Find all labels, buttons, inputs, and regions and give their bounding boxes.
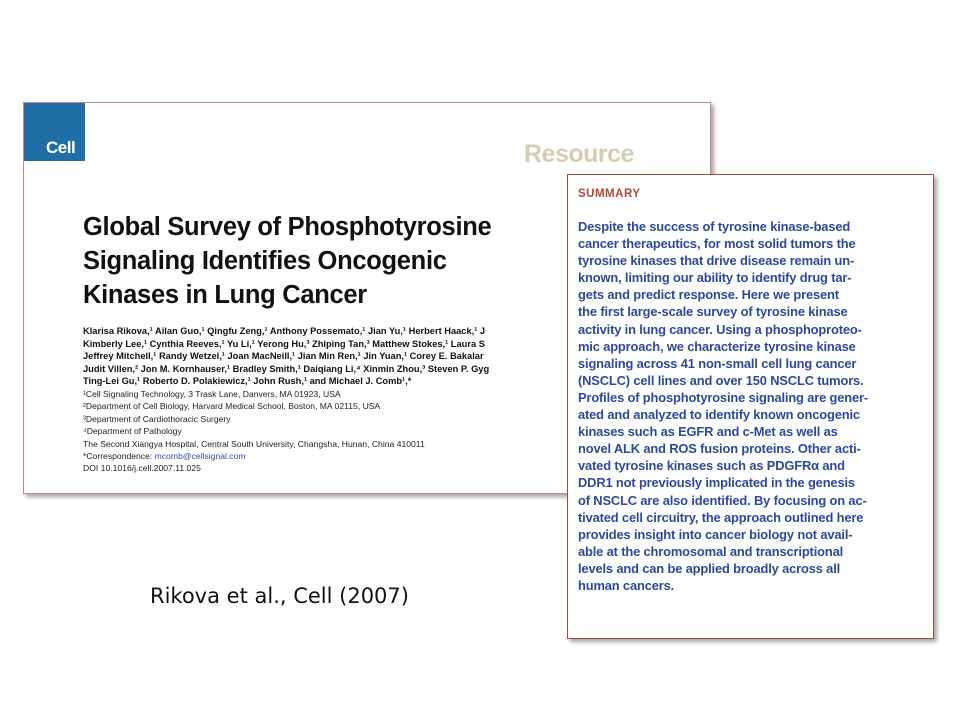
summary-line: human cancers. — [578, 577, 675, 593]
summary-line: novel ALK and ROS fusion proteins. Other acti- — [578, 441, 861, 457]
author-line: Kimberly Lee,¹ Cynthia Reeves,¹ Yu Li,¹ Yerong Hu,³ Zhiping Tan,³ Matthew Stokes,¹ Laura S — [83, 338, 485, 349]
summary-line: levels and can be applied broadly across all — [578, 560, 841, 576]
summary-line: able at the chromosomal and transcriptional — [578, 543, 844, 559]
author-line: Klarisa Rikova,¹ Ailan Guo,¹ Qingfu Zeng,¹ Anthony Possemato,¹ Jian Yu,¹ Herbert Haack,¹ J — [83, 326, 486, 336]
citation-caption: Rikova et al., Cell (2007) — [150, 584, 409, 608]
summary-line: signaling across 41 non-small cell lung cancer — [578, 355, 857, 371]
summary-line: activity in lung cancer. Using a phosphoproteo- — [578, 321, 862, 337]
article-title-line: Kinases in Lung Cancer — [83, 281, 367, 309]
summary-heading: SUMMARY — [578, 188, 641, 200]
summary-clipping — [567, 174, 934, 639]
article-section-label: Resource — [524, 140, 634, 168]
author-line: Jeffrey Mitchell,¹ Randy Wetzel,¹ Joan MacNeill,¹ Jian Min Ren,¹ Jin Yuan,¹ Corey E. Bakalar — [83, 351, 484, 362]
doi-line: DOI 10.1016/j.cell.2007.11.025 — [83, 463, 201, 474]
summary-body — [578, 218, 918, 594]
affiliation-line: The Second Xiangya Hospital, Central South University, Changsha, Hunan, China 410011 — [83, 438, 425, 449]
summary-line: cancer therapeutics, for most solid tumors the — [578, 236, 856, 252]
author-line: Judit Villen,² Jon M. Kornhauser,¹ Bradley Smith,¹ Daiqiang Li,⁴ Xinmin Zhou,³ Steven P. Gyg — [83, 363, 490, 374]
summary-line: vated tyrosine kinases such as PDGFRα and — [578, 458, 845, 474]
summary-line: kinases such as EGFR and c-Met as well as — [578, 424, 838, 440]
correspondence-label: *Correspondence: — [83, 451, 155, 462]
affiliation-line: ³Department of Cardiothoracic Surgery — [83, 413, 231, 424]
article-title-line: Signaling Identifies Oncogenic — [83, 247, 447, 275]
summary-line: Profiles of phosphotyrosine signaling are gener- — [578, 389, 869, 405]
summary-line: provides insight into cancer biology not avail- — [578, 526, 853, 542]
affiliation-line: ⁴Department of Pathology — [83, 426, 182, 437]
summary-line: mic approach, we characterize tyrosine kinase — [578, 338, 856, 354]
author-line: Ting-Lei Gu,¹ Roberto D. Polakiewicz,¹ John Rush,¹ and Michael J. Comb¹,* — [83, 376, 412, 387]
summary-line: DDR1 not previously implicated in the genesis — [578, 475, 855, 491]
affiliation-line: ²Department of Cell Biology, Harvard Medical School, Boston, MA 02115, USA — [83, 401, 381, 412]
summary-line: (NSCLC) cell lines and over 150 NSCLC tumors. — [578, 372, 864, 388]
summary-line: the first large-scale survey of tyrosine kinase — [578, 304, 848, 320]
summary-line: of NSCLC are also identified. By focusing on ac- — [578, 492, 867, 508]
summary-line: gets and predict response. Here we present — [578, 287, 839, 303]
journal-logo-text: Cell — [46, 138, 76, 157]
affiliation-line: ¹Cell Signaling Technology, 3 Trask Lane, Danvers, MA 01923, USA — [83, 389, 341, 399]
article-title-line: Global Survey of Phosphotyrosine — [83, 213, 492, 241]
summary-line: tyrosine kinases that drive disease remain un- — [578, 253, 855, 269]
summary-line: tivated cell circuitry, the approach outlined here — [578, 509, 864, 525]
correspondence-email-link[interactable]: mcomb@cellsignal.com — [154, 451, 246, 462]
summary-line: ated and analyzed to identify known oncogenic — [578, 407, 860, 423]
summary-line: known, limiting our ability to identify drug tar- — [578, 270, 852, 286]
journal-logo — [24, 103, 85, 161]
summary-line: Despite the success of tyrosine kinase-based — [578, 219, 851, 234]
